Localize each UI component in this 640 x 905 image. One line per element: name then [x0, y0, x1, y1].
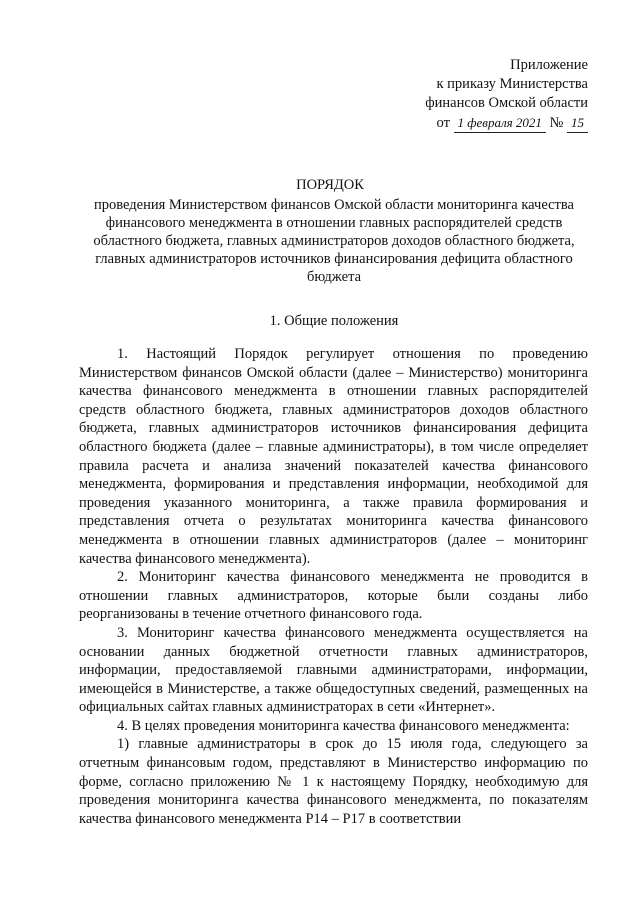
paragraph-3: 3. Мониторинг качества финансового менеджмента осуществляется на основании данных бюджетной отчетности главных администраторов, информации, предоставляемой главными администраторами, информации, имеющейся в Министерстве, а также общедоступных сведений, размещенных на официальных сайтах главных администраторах в сети «Интернет». [79, 624, 588, 716]
approval-header [425, 56, 588, 133]
document-subtitle: проведения Министерством финансов Омской области мониторинга качества финансового менеджмента в отношении главных распорядителей средств областного бюджета, главных администраторов доходов областного бюджета, главных администраторов источников финансирования дефицита областного бюджета [93, 197, 575, 285]
document-body [79, 345, 588, 828]
document-title: ПОРЯДОК [296, 177, 364, 193]
paragraph-1: 1. Настоящий Порядок регулирует отношения по проведению Министерством финансов Омской области (далее – Министерство) мониторинга качества финансового менеджмента в отношении главных распорядителей средств областного бюджета, главных администраторов доходов областного бюджета, главных администраторов источников финансирования дефицита областного бюджета (далее – главные администраторы), в том числе определяет правила расчета и анализа значений показателей качества финансового менеджмента, формирования и представления информации, необходимой для проведения указанного мониторинга, а также правила формирования и представления отчета о результатах мониторинга качества финансового менеджмента в отношении главных администраторов (далее – мониторинг качества финансового менеджмента). [79, 346, 588, 567]
number-label: № [549, 115, 564, 131]
header-line-order: к приказу Министерства [436, 76, 588, 92]
paragraph-4-item-1: 1) главные администраторы в срок до 15 июля года, следующего за отчетным финансовым годом, представляют в Министерство информацию по форме, согласно приложению № 1 к настоящему Порядку, необходимую для проведения мониторинга качества финансового менеджмента, по показателям качества финансового менеджмента Р14 – Р17 в соответствии [79, 736, 588, 827]
handwritten-number: 15 [567, 113, 588, 133]
from-label: от [436, 115, 450, 131]
paragraph-2: 2. Мониторинг качества финансового менеджмента не проводится в отношении главных администраторов, которые были созданы либо реорганизованы в течение отчетного финансового года. [79, 569, 588, 623]
header-line-date-number [425, 113, 588, 133]
header-line-appendix: Приложение [510, 57, 588, 73]
header-line-ministry: финансов Омской области [425, 95, 588, 111]
section-heading: 1. Общие положения [269, 313, 399, 329]
paragraph-4: 4. В целях проведения мониторинга качества финансового менеджмента: [117, 717, 570, 734]
handwritten-date: 1 февраля 2021 [454, 113, 546, 133]
